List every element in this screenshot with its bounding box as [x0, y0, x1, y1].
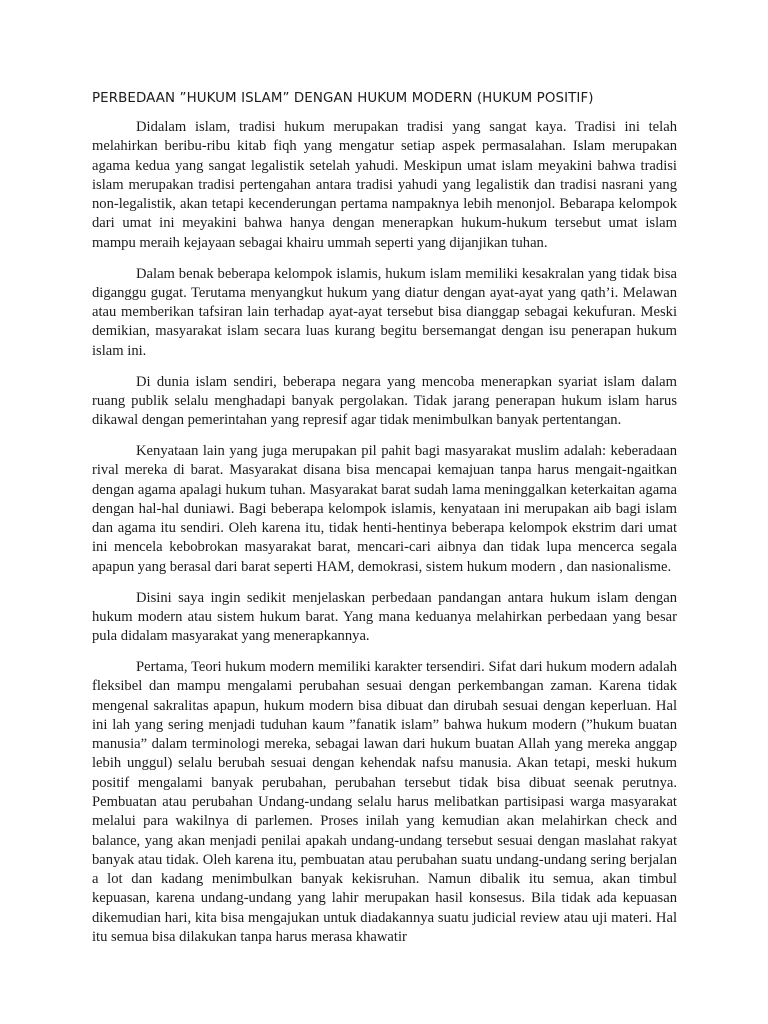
paragraph-pertama: Pertama, Teori hukum modern memiliki karakter tersendiri. Sifat dari hukum modern adalah fleksibel dan mampu mengalami perubahan sesuai dengan perkembangan zaman. Karena tidak mengenal sakralitas apapun, hukum modern bisa dibuat dan dirubah sesuai dengan keperluan. Hal ini lah yang sering menjadi tuduhan kaum ”fanatik islam” bahwa hukum modern (”hukum buatan manusia” dalam terminologi mereka, sebagai lawan dari hukum buatan Allah yang mereka anggap lebih unggul) selalu berubah sesuai dengan kehendak nafsu manusia. Akan tetapi, meski hukum positif mengalami banyak perubahan, perubahan tersebut tidak bisa dibuat seenak perutnya. Pembuatan atau perubahan Undang-undang selalu harus melibatkan partisipasi warga masyarakat melalui para wakilnya di parlemen. Proses inilah yang kemudian akan melahirkan check and balance, yang akan menjadi penilai apakah undang-undang tersebut sesuai dengan maslahat rakyat banyak atau tidak. Oleh karena itu, pembuatan atau perubahan suatu undang-undang sering berjalan a lot dan kadang menimbulkan banyak kekisruhan. Namun dibalik itu semua, akan timbul kepuasan, karena undang-undang yang lahir merupakan hasil konsesus. Bila tidak ada kepuasan dikemudian hari, kita bisa mengajukan untuk diadakannya suatu judicial review atau uji materi. Hal itu semua bisa dilakukan tanpa harus merasa khawatir [92, 658, 677, 946]
document-title: PERBEDAAN ”HUKUM ISLAM” DENGAN HUKUM MODERN (HUKUM POSITIF) [92, 91, 594, 106]
paragraph-dunia-islam: Di dunia islam sendiri, beberapa negara yang mencoba menerapkan syariat islam dalam ruang publik selalu menghadapi banyak pergolakan. Tidak jarang penerapan hukum islam harus dikawal dengan pemerintahan yang represif agar tidak menimbulkan banyak pertentangan. [92, 373, 677, 429]
paragraph-disini: Disini saya ingin sedikit menjelaskan perbedaan pandangan antara hukum islam dengan hukum modern atau sistem hukum barat. Yang mana keduanya melahirkan perbedaan yang besar pula didalam masyarakat yang menerapkannya. [92, 589, 677, 645]
paragraph-tradisi-hukum: Didalam islam, tradisi hukum merupakan tradisi yang sangat kaya. Tradisi ini telah melahirkan beribu-ribu kitab fiqh yang mengatur setiap aspek permasalahan. Islam merupakan agama kedua yang sangat legalistik setelah yahudi. Meskipun umat islam meyakini bahwa tradisi islam merupakan tradisi pertengahan antara tradisi yahudi yang legalistik dan tradisi nasrani yang non-legalistik, akan tetapi kecenderungan pertama nampaknya lebih menonjol. Bebarapa kelompok dari umat ini meyakini bahwa hanya dengan menerapkan hukum-hukum tersebut umat islam mampu meraih kejayaan sebagai khairu ummah seperti yang dijanjikan tuhan. [92, 119, 677, 251]
document-body [92, 118, 677, 959]
paragraph-kesakralan: Dalam benak beberapa kelompok islamis, hukum islam memiliki kesakralan yang tidak bisa diganggu gugat. Terutama menyangkut hukum yang diatur dengan ayat-ayat yang qath’i. Melawan atau memberikan tafsiran lain terhadap ayat-ayat tersebut bisa dianggap sebagai kekufuran. Meski demikian, masyarakat islam secara luas kurang begitu bersemangat dengan isu penerapan hukum islam ini. [92, 265, 677, 359]
paragraph-kenyataan-lain: Kenyataan lain yang juga merupakan pil pahit bagi masyarakat muslim adalah: keberadaan rival mereka di barat. Masyarakat disana bisa mencapai kemajuan tanpa harus mengait-ngaitkan dengan agama apalagi hukum tuhan. Masyarakat barat sudah lama meninggalkan keterkaitan agama dengan hal-hal duniawi. Bagi beberapa kelompok islamis, kenyataan ini merupakan aib bagi islam dan agama itu sendiri. Oleh karena itu, tidak henti-hentinya beberapa kelompok ekstrim dari umat ini mencela kebobrokan masyarakat barat, mencari-cari aibnya dan tidak lupa mencerca segala apapun yang berasal dari barat seperti HAM, demokrasi, sistem hukum modern , dan nasionalisme. [92, 442, 677, 575]
